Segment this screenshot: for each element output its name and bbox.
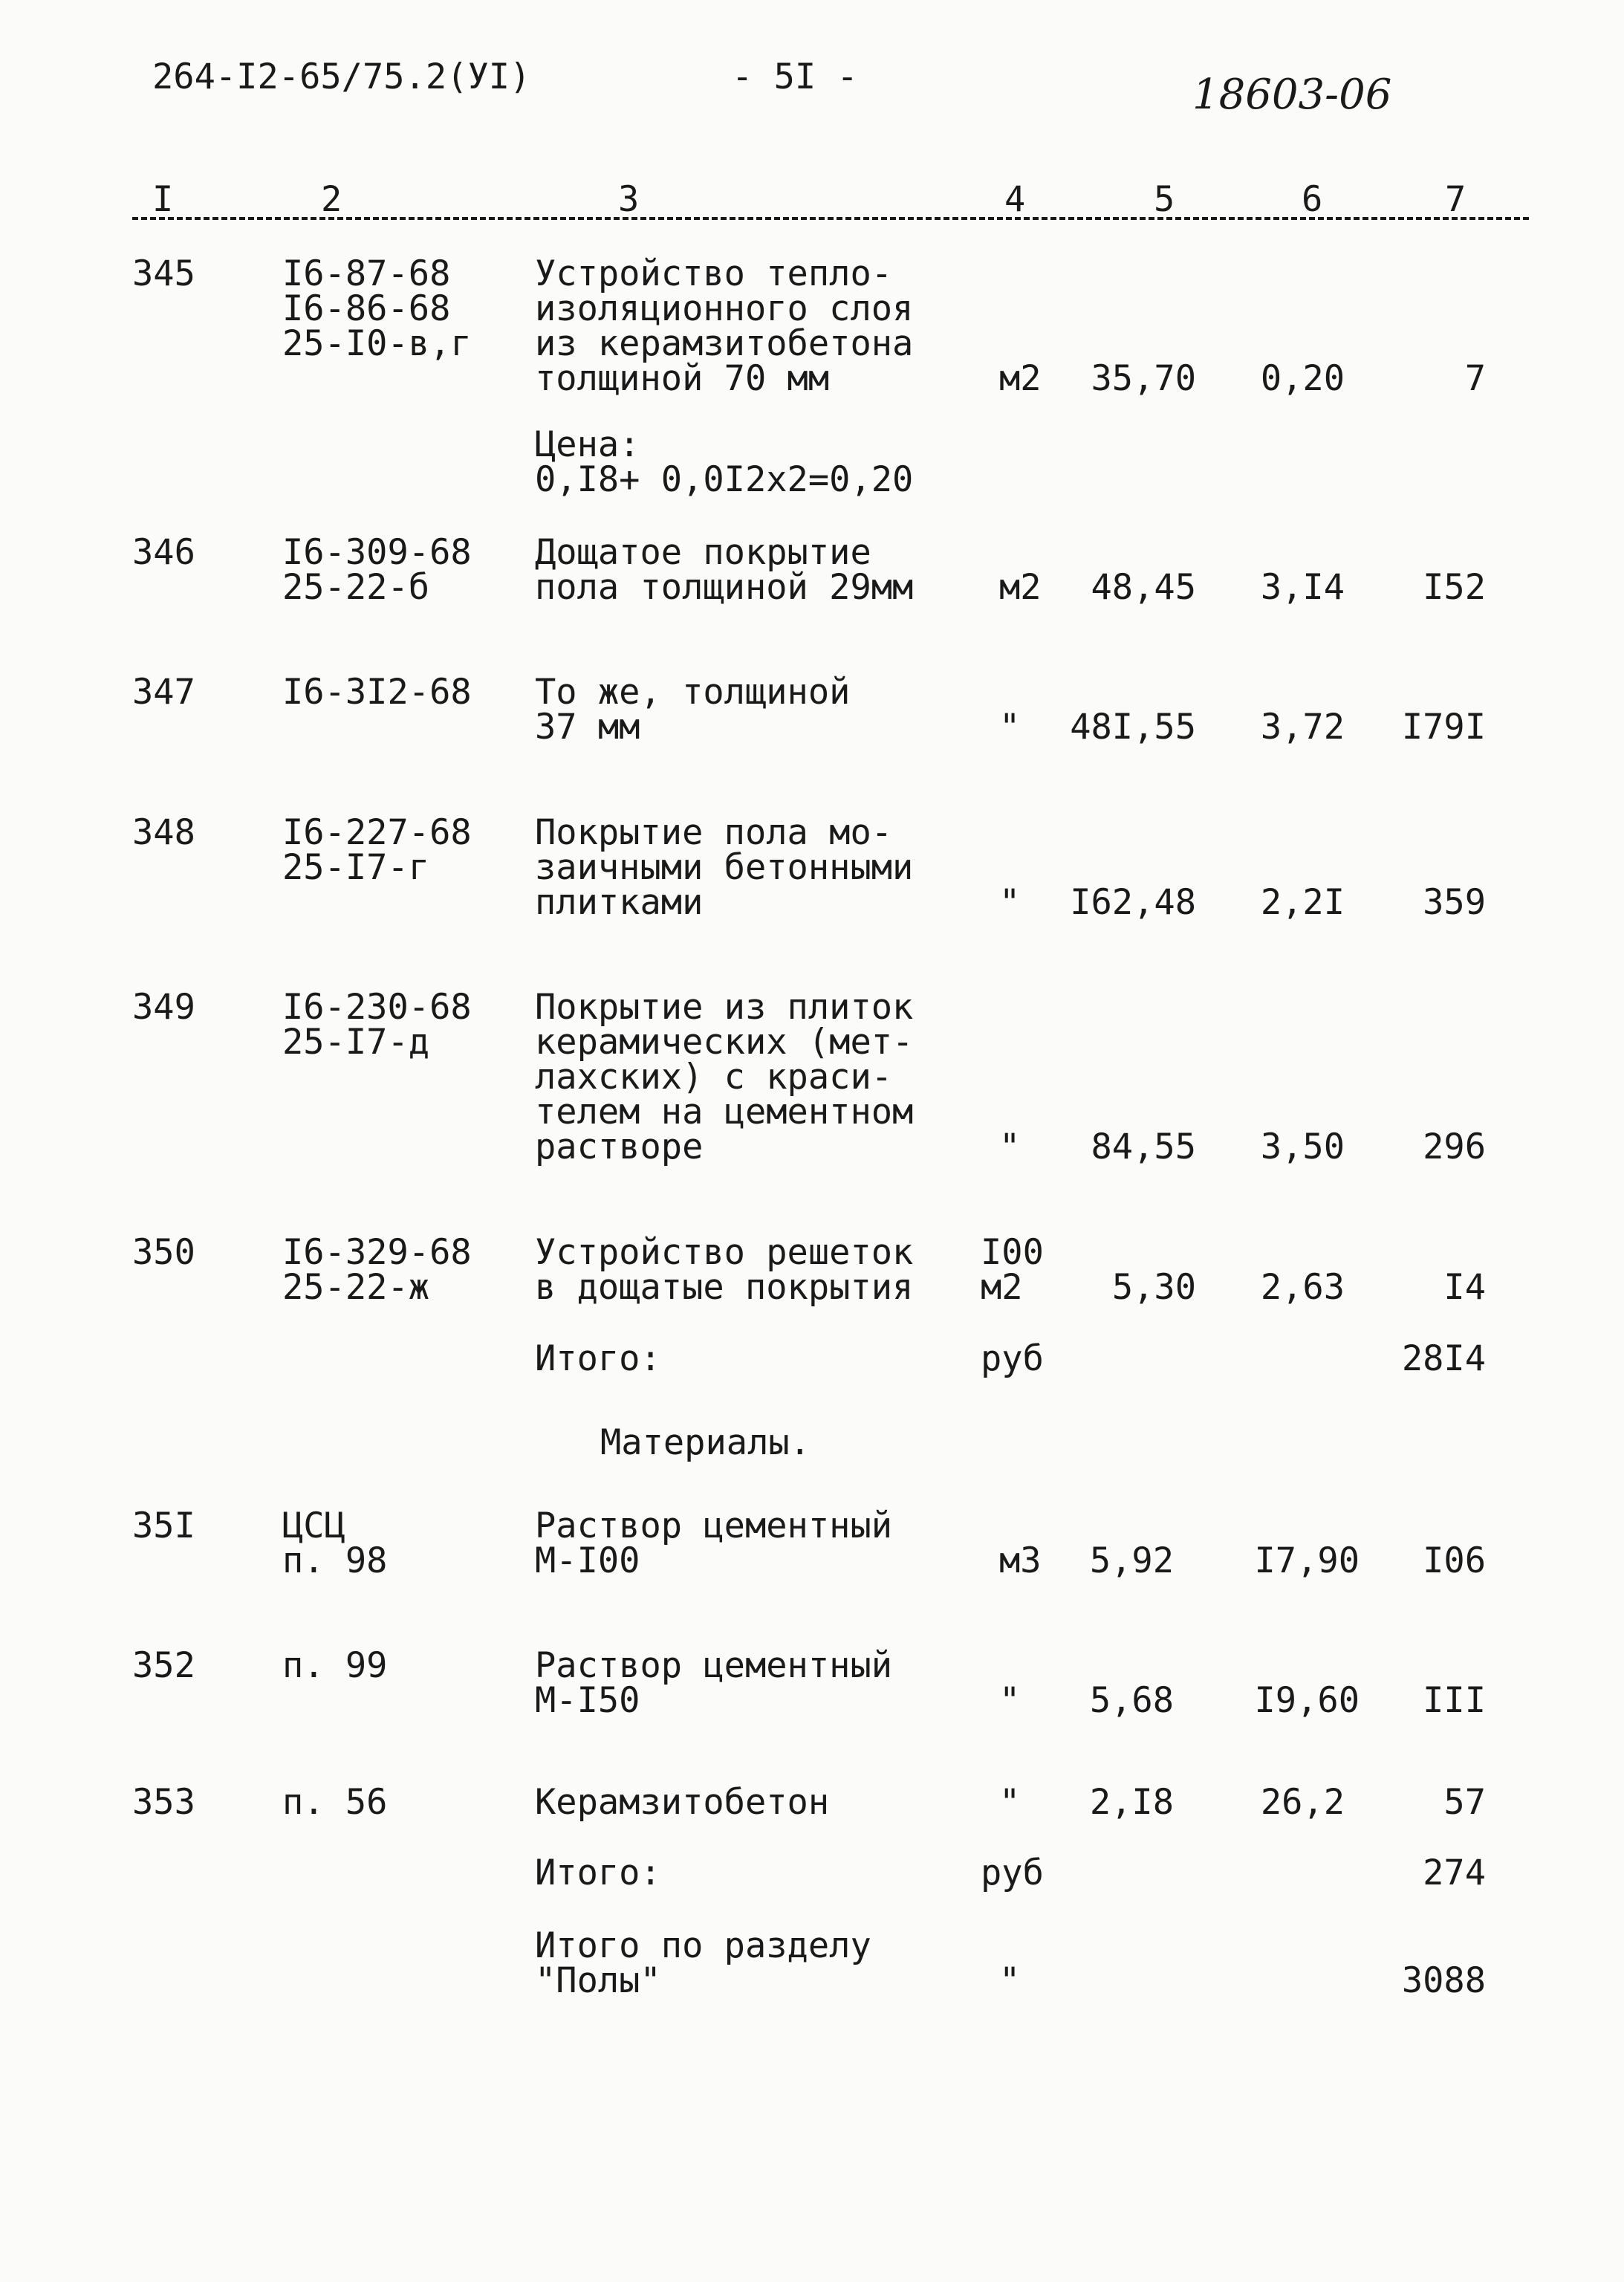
row-unit: м2 <box>999 567 1042 608</box>
row-total: III <box>1423 1680 1486 1721</box>
section-total-value: 3088 <box>1401 1960 1486 2001</box>
row-description: Устройство решеток в дощатые покрытия <box>535 1232 914 1308</box>
row-description: Керамзитобетон <box>535 1782 830 1823</box>
row-price: 2,2I <box>1260 882 1345 923</box>
row-quantity: 48I,55 <box>1070 707 1196 748</box>
row-quantity: 5,30 <box>1111 1267 1196 1308</box>
row-quantity: 5,68 <box>1089 1680 1174 1721</box>
subtotal-label: Итого: <box>535 1338 661 1379</box>
row-price: 2,63 <box>1260 1267 1345 1308</box>
row-unit: м2 <box>999 358 1042 399</box>
row-total: 57 <box>1443 1782 1486 1823</box>
section-total-label: Итого по разделу "Полы" <box>535 1925 871 2001</box>
subtotal-unit: руб <box>981 1852 1044 1893</box>
row-unit: " <box>999 882 1021 923</box>
row-code: I6-227-68 25-I7-г <box>282 812 472 888</box>
row-quantity: I62,48 <box>1070 882 1196 923</box>
row-description: Дощатое покрытие пола толщиной 29мм <box>535 532 914 608</box>
row-description: Устройство тепло- изоляционного слоя из керамзитобетона толщиной 70 мм <box>535 253 914 399</box>
row-number: 346 <box>132 532 195 573</box>
row-quantity: 48,45 <box>1091 567 1196 608</box>
row-code: ЦСЦ п. 98 <box>282 1505 388 1581</box>
row-quantity: 35,70 <box>1091 358 1196 399</box>
row-code: I6-87-68 I6-86-68 25-I0-в,г <box>282 253 472 364</box>
row-description: То же, толщиной 37 мм <box>535 672 851 748</box>
handwritten-number: 18603-06 <box>1192 71 1392 119</box>
row-code: п. 99 <box>282 1645 388 1686</box>
row-description: Раствор цементный М-I50 <box>535 1645 893 1721</box>
row-price: 26,2 <box>1260 1782 1345 1823</box>
row-quantity: 5,92 <box>1089 1540 1174 1581</box>
row-number: 35I <box>132 1505 195 1546</box>
column-header-6: 6 <box>1302 179 1323 220</box>
row-unit: м3 <box>999 1540 1042 1581</box>
row-number: 347 <box>132 672 195 713</box>
row-code: I6-329-68 25-22-ж <box>282 1232 472 1308</box>
row-description: Раствор цементный М-I00 <box>535 1505 893 1581</box>
row-total: I79I <box>1401 707 1486 748</box>
row-price: 3,50 <box>1260 1127 1345 1167</box>
row-quantity: 2,I8 <box>1089 1782 1174 1823</box>
row-description: Покрытие из плиток керамических (мет- лахских) с краси- телем на цементном растворе <box>535 987 914 1167</box>
row-code: I6-230-68 25-I7-д <box>282 987 472 1063</box>
row-total: 359 <box>1423 882 1486 923</box>
subtotal-total: 274 <box>1423 1852 1486 1893</box>
row-price: I9,60 <box>1254 1680 1360 1721</box>
row-price: I7,90 <box>1254 1540 1360 1581</box>
column-header-1: I <box>152 179 174 220</box>
row-price: 0,20 <box>1260 358 1345 399</box>
row-code: I6-3I2-68 <box>282 672 472 713</box>
row-unit: " <box>999 707 1021 748</box>
column-header-3: 3 <box>618 179 640 220</box>
column-header-2: 2 <box>321 179 342 220</box>
row-unit: " <box>999 1680 1021 1721</box>
subtotal-unit: руб <box>981 1338 1044 1379</box>
row-code: I6-309-68 25-22-б <box>282 532 472 608</box>
row-unit: " <box>999 1127 1021 1167</box>
row-total: 296 <box>1423 1127 1486 1167</box>
row-unit: I00 м2 <box>981 1232 1044 1308</box>
row-price: 3,72 <box>1260 707 1345 748</box>
section-total-unit: " <box>999 1960 1021 2001</box>
row-number: 350 <box>132 1232 195 1273</box>
column-header-4: 4 <box>1004 179 1026 220</box>
header-divider <box>132 217 1529 220</box>
document-code: 264-I2-65/75.2(УI) <box>152 56 531 97</box>
row-unit: " <box>999 1782 1021 1823</box>
row-number: 352 <box>132 1645 195 1686</box>
row-quantity: 84,55 <box>1091 1127 1196 1167</box>
price-note: Цена: 0,I8+ 0,0I2x2=0,20 <box>535 424 914 500</box>
row-price: 3,I4 <box>1260 567 1345 608</box>
subtotal-label: Итого: <box>535 1852 661 1893</box>
row-total: 7 <box>1464 358 1486 399</box>
row-number: 353 <box>132 1782 195 1823</box>
section-heading: Материалы. <box>600 1422 811 1463</box>
subtotal-total: 28I4 <box>1401 1338 1486 1379</box>
row-number: 345 <box>132 253 195 294</box>
column-header-5: 5 <box>1154 179 1175 220</box>
row-total: I4 <box>1443 1267 1486 1308</box>
row-description: Покрытие пола мо- заичными бетонными плитками <box>535 812 914 923</box>
row-number: 348 <box>132 812 195 853</box>
row-number: 349 <box>132 987 195 1028</box>
row-total: I52 <box>1423 567 1486 608</box>
row-total: I06 <box>1423 1540 1486 1581</box>
column-header-7: 7 <box>1445 179 1467 220</box>
page-number: - 5I - <box>732 56 858 97</box>
row-code: п. 56 <box>282 1782 388 1823</box>
